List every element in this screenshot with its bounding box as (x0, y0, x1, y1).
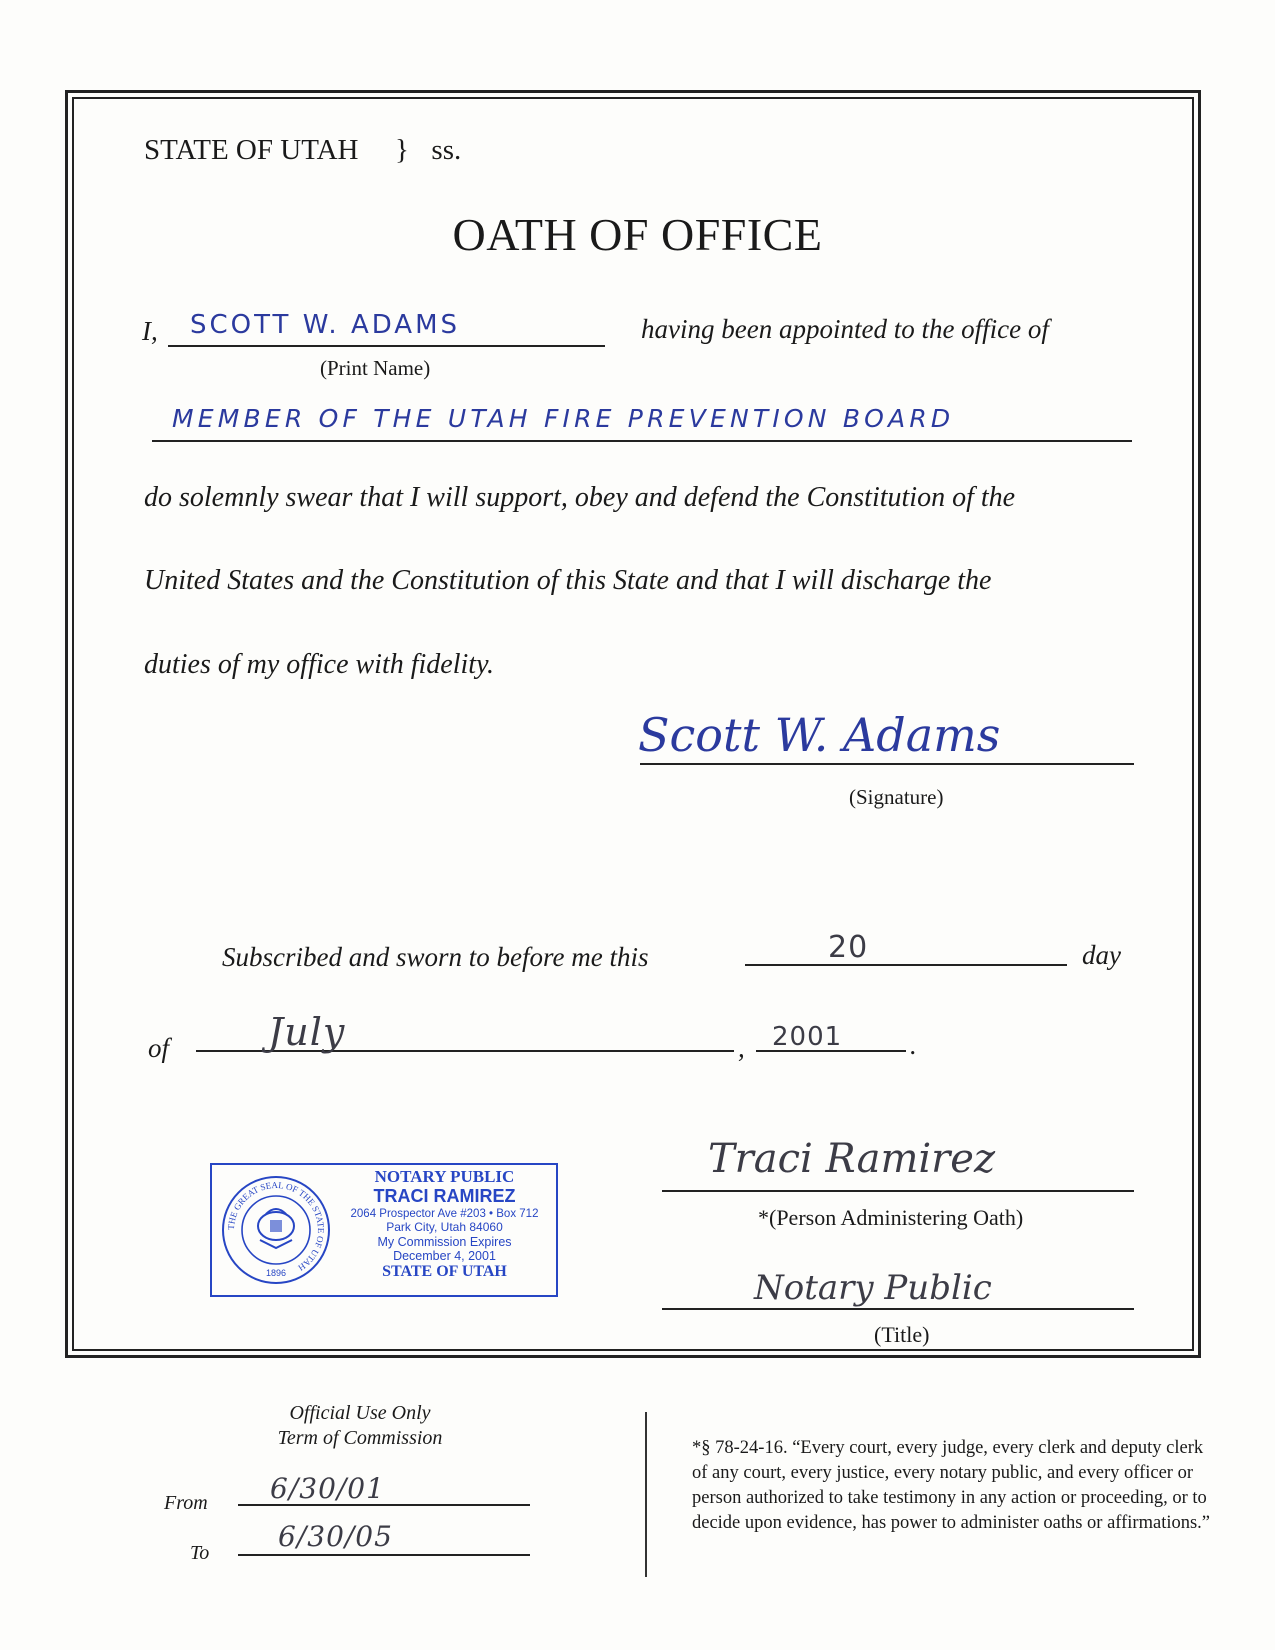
stamp-line-7: STATE OF UTAH (382, 1262, 507, 1280)
from-label: From (164, 1492, 208, 1514)
stamp-line-3: 2064 Prospector Ave #203 • Box 712 (350, 1208, 539, 1221)
administrator-signature-line (662, 1190, 1134, 1192)
month-value: July (268, 1010, 346, 1054)
office-line (152, 440, 1132, 442)
period: . (910, 1030, 917, 1060)
official-use-heading: Official Use Only (289, 1402, 431, 1424)
stamp-line-2: TRACI RAMIREZ (373, 1186, 516, 1207)
title-line (662, 1308, 1134, 1310)
section-divider (645, 1412, 647, 1577)
comma: , (738, 1033, 745, 1063)
administrator-signature-value: Traci Ramirez (708, 1136, 996, 1182)
appointed-text: having been appointed to the office of (641, 314, 1049, 344)
title-label: (Title) (874, 1322, 930, 1347)
oath-paragraph-line-1: do solemnly swear that I will support, obey and defend the Constitution of the (144, 482, 1016, 513)
i-prefix: I, (142, 316, 158, 346)
to-line (238, 1554, 530, 1556)
notary-stamp (210, 1163, 558, 1297)
signature-value: Scott W. Adams (638, 708, 1001, 762)
seal-year: 1896 (265, 1268, 287, 1278)
term-of-commission-heading: Term of Commission (277, 1427, 443, 1449)
venue-heading (144, 134, 461, 167)
office-value: MEMBER OF THE UTAH FIRE PREVENTION BOARD (172, 404, 955, 433)
stamp-line-5: My Commission Expires (377, 1234, 512, 1249)
page-title: OATH OF OFFICE (452, 209, 823, 260)
signature-label: (Signature) (849, 785, 944, 809)
print-name-label: (Print Name) (320, 356, 431, 380)
stamp-line-1: NOTARY PUBLIC (374, 1167, 515, 1186)
year-value: 2001 (772, 1022, 843, 1052)
state-name: STATE OF UTAH (144, 134, 359, 166)
administrator-label: *(Person Administering Oath) (758, 1205, 1024, 1230)
day-label: day (1082, 940, 1121, 970)
state-seal-icon (220, 1174, 332, 1286)
ss-label: ss. (431, 134, 462, 166)
of-label: of (148, 1033, 170, 1063)
print-name-line (168, 345, 605, 347)
oath-paragraph-line-2: United States and the Constitution of this State and that I will discharge the (144, 565, 992, 596)
brace: } (394, 134, 409, 166)
notary-stamp-text (337, 1165, 552, 1280)
stamp-line-6: December 4, 2001 (393, 1248, 496, 1263)
print-name-value: SCOTT W. ADAMS (190, 310, 461, 340)
from-value: 6/30/01 (270, 1472, 385, 1505)
day-line (745, 964, 1067, 966)
day-value: 20 (828, 930, 869, 965)
signature-line (640, 763, 1134, 765)
seal-ring-text: THE GREAT SEAL OF THE STATE OF UTAH (225, 1179, 327, 1273)
stamp-line-4: Park City, Utah 84060 (386, 1220, 503, 1235)
to-value: 6/30/05 (278, 1520, 393, 1553)
statute-text: *§ 78-24-16. “Every court, every judge, every clerk and deputy clerk of any court, every justice, every notary public, and every officer or person authorized to take testimony in any action or proceeding, or to decide upon evidence, has power to administer oaths or affirmations.” (692, 1438, 1211, 1534)
subscribed-text: Subscribed and sworn to before me this (222, 942, 649, 972)
to-label: To (190, 1542, 210, 1564)
title-value: Notary Public (754, 1268, 992, 1308)
oath-paragraph-line-3: duties of my office with fidelity. (144, 649, 494, 680)
